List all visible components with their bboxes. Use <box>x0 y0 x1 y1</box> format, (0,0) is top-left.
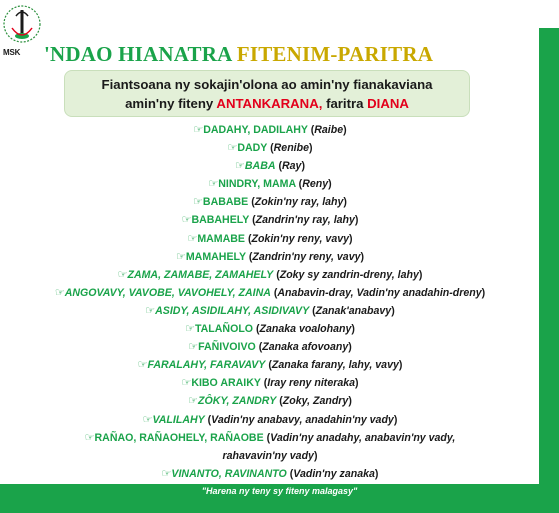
kinship-term-list <box>0 121 540 483</box>
pointing-hand-icon: ☞ <box>235 160 245 173</box>
term-name: BABABE <box>202 196 249 209</box>
list-item: ☞ANGOVAVY, VAVOBE, VAVOHELY, ZAINA (Anabavin-dray, Vadin'ny anadahin-dreny) <box>54 286 486 299</box>
list-item: ☞NINDRY, MAMA (Reny) <box>208 178 332 191</box>
list-item: ☞ZÔKY, ZANDRY (Zoky, Zandry) <box>188 395 352 408</box>
title-part1: 'NDAO HIANATRA <box>44 42 232 66</box>
term-gloss: Zanaka voalohany <box>259 323 352 336</box>
subtitle-highlight-antankarana: ANTANKARANA, <box>216 96 323 111</box>
term-name: TALAÑOLO <box>194 323 254 336</box>
subtitle-line2: amin'ny fiteny ANTANKARANA, faritra DIANA <box>125 96 409 111</box>
term-name: BABA <box>244 160 276 173</box>
term-name: DADAHY, DADILAHY <box>203 124 308 136</box>
pointing-hand-icon: ☞ <box>142 413 153 426</box>
list-item: ☞FARALAHY, FARAVAVY (Zanaka farany, lahy, vavy) <box>137 359 403 372</box>
pointing-hand-icon: ☞ <box>145 304 156 317</box>
list-item: ☞FAÑIVOIVO (Zanaka afovoany) <box>188 341 352 354</box>
term-gloss: Zanaka afovoany <box>262 341 349 354</box>
term-name: FARALAHY, FARAVAVY <box>147 359 266 372</box>
pointing-hand-icon: ☞ <box>137 359 148 372</box>
pointing-hand-icon: ☞ <box>181 214 192 227</box>
green-frame-right <box>539 28 559 513</box>
term-name: ASIDY, ASIDILAHY, ASIDIVAVY <box>155 304 310 317</box>
list-item: ☞BABAHELY (Zandrin'ny ray, lahy) <box>181 214 359 227</box>
term-name: ZAMA, ZAMABE, ZAMAHELY <box>127 268 274 281</box>
term-gloss: Reny <box>302 178 329 191</box>
term-gloss: Zandrin'ny reny, vavy <box>252 250 361 263</box>
term-gloss-continued: rahavavin'ny vady <box>222 449 314 462</box>
term-gloss: Vadin'ny anadahy, anabavin'ny vady, <box>270 431 456 444</box>
pointing-hand-icon: ☞ <box>181 377 192 390</box>
pointing-hand-icon: ☞ <box>84 431 95 444</box>
pointing-hand-icon: ☞ <box>227 142 238 155</box>
term-gloss: Zoky sy zandrin-dreny, lahy <box>279 268 419 281</box>
term-name: FAÑIVOIVO <box>198 341 256 354</box>
list-item: ☞MAMAHELY (Zandrin'ny reny, vavy) <box>175 250 365 263</box>
pointing-hand-icon: ☞ <box>54 286 65 299</box>
logo-label: MSK <box>3 48 21 57</box>
term-gloss: Raibe <box>314 124 344 136</box>
term-name: ZÔKY, ZANDRY <box>198 395 277 408</box>
term-gloss: Anabavin-dray, Vadin'ny anadahin-dreny <box>277 286 482 299</box>
title-part2: FITENIM-PARITRA <box>236 42 434 66</box>
pointing-hand-icon: ☞ <box>193 124 204 136</box>
subtitle-box <box>64 70 470 117</box>
list-item: ☞DADAHY, DADILAHY (Raibe) <box>193 124 347 136</box>
list-item: ☞ASIDY, ASIDILAHY, ASIDIVAVY (Zanak'anabavy) <box>145 304 395 317</box>
term-gloss: Zandrin'ny ray, lahy <box>255 214 355 227</box>
list-item: ☞ZAMA, ZAMABE, ZAMAHELY (Zoky sy zandrin-dreny, lahy) <box>117 268 423 281</box>
term-gloss: Zokin'ny ray, lahy <box>254 196 344 209</box>
list-item: ☞KIBO ARAIKY (Iray reny niteraka) <box>181 377 359 390</box>
term-name: VINANTO, RAVINANTO <box>171 467 287 480</box>
pointing-hand-icon: ☞ <box>187 232 198 245</box>
term-gloss: Ray <box>282 160 302 173</box>
list-item: ☞BABA (Ray) <box>235 160 305 173</box>
list-item: ☞DADY (Renibe) <box>227 142 313 155</box>
term-name: ANGOVAVY, VAVOBE, VAVOHELY, ZAINA <box>64 286 271 299</box>
pointing-hand-icon: ☞ <box>185 323 195 336</box>
term-gloss: Zokin'ny reny, vavy <box>251 232 349 245</box>
list-item: ☞BABABE (Zokin'ny ray, lahy) <box>193 196 347 209</box>
pointing-hand-icon: ☞ <box>175 250 186 263</box>
term-gloss: Iray reny niteraka <box>267 377 356 390</box>
term-gloss: Vadin'ny anabavy, anadahin'ny vady <box>211 413 394 426</box>
subtitle-line1: Fiantsoana ny sokajin'olona ao amin'ny fianakaviana <box>101 77 433 92</box>
term-gloss: Vadin'ny zanaka <box>293 467 375 480</box>
pointing-hand-icon: ☞ <box>161 467 172 480</box>
list-item: ☞TALAÑOLO (Zanaka voalohany) <box>185 323 355 336</box>
list-item: ☞RAÑAO, RAÑAOHELY, RAÑAOBE (Vadin'ny anadahy, anabavin'ny vady, rahavavin'ny vady) <box>84 431 456 462</box>
term-name: DADY <box>237 142 268 155</box>
term-name: BABAHELY <box>191 214 250 227</box>
page-title <box>44 42 433 67</box>
term-name: KIBO ARAIKY <box>191 377 261 390</box>
pointing-hand-icon: ☞ <box>117 268 128 281</box>
term-gloss: Renibe <box>273 142 309 155</box>
term-gloss: Zanak'anabavy <box>315 304 392 317</box>
pointing-hand-icon: ☞ <box>188 395 198 408</box>
list-item: ☞VINANTO, RAVINANTO (Vadin'ny zanaka) <box>161 467 379 480</box>
term-gloss: Zoky, Zandry <box>282 395 349 408</box>
term-name: MAMABE <box>197 232 245 245</box>
subtitle-highlight-diana: DIANA <box>367 96 409 111</box>
term-name: MAMAHELY <box>185 250 246 263</box>
slogan: "Harena ny teny sy fiteny malagasy" <box>201 486 358 496</box>
list-item: ☞MAMABE (Zokin'ny reny, vavy) <box>187 232 353 245</box>
term-name: VALILAHY <box>152 413 205 426</box>
pointing-hand-icon: ☞ <box>193 196 203 209</box>
pointing-hand-icon: ☞ <box>188 341 199 354</box>
term-gloss: Zanaka farany, lahy, vavy <box>271 359 399 372</box>
term-name: RAÑAO, RAÑAOHELY, RAÑAOBE <box>94 431 264 444</box>
list-item: ☞VALILAHY (Vadin'ny anabavy, anadahin'ny vady) <box>142 413 398 426</box>
pointing-hand-icon: ☞ <box>208 178 219 191</box>
term-name: NINDRY, MAMA <box>218 178 296 191</box>
